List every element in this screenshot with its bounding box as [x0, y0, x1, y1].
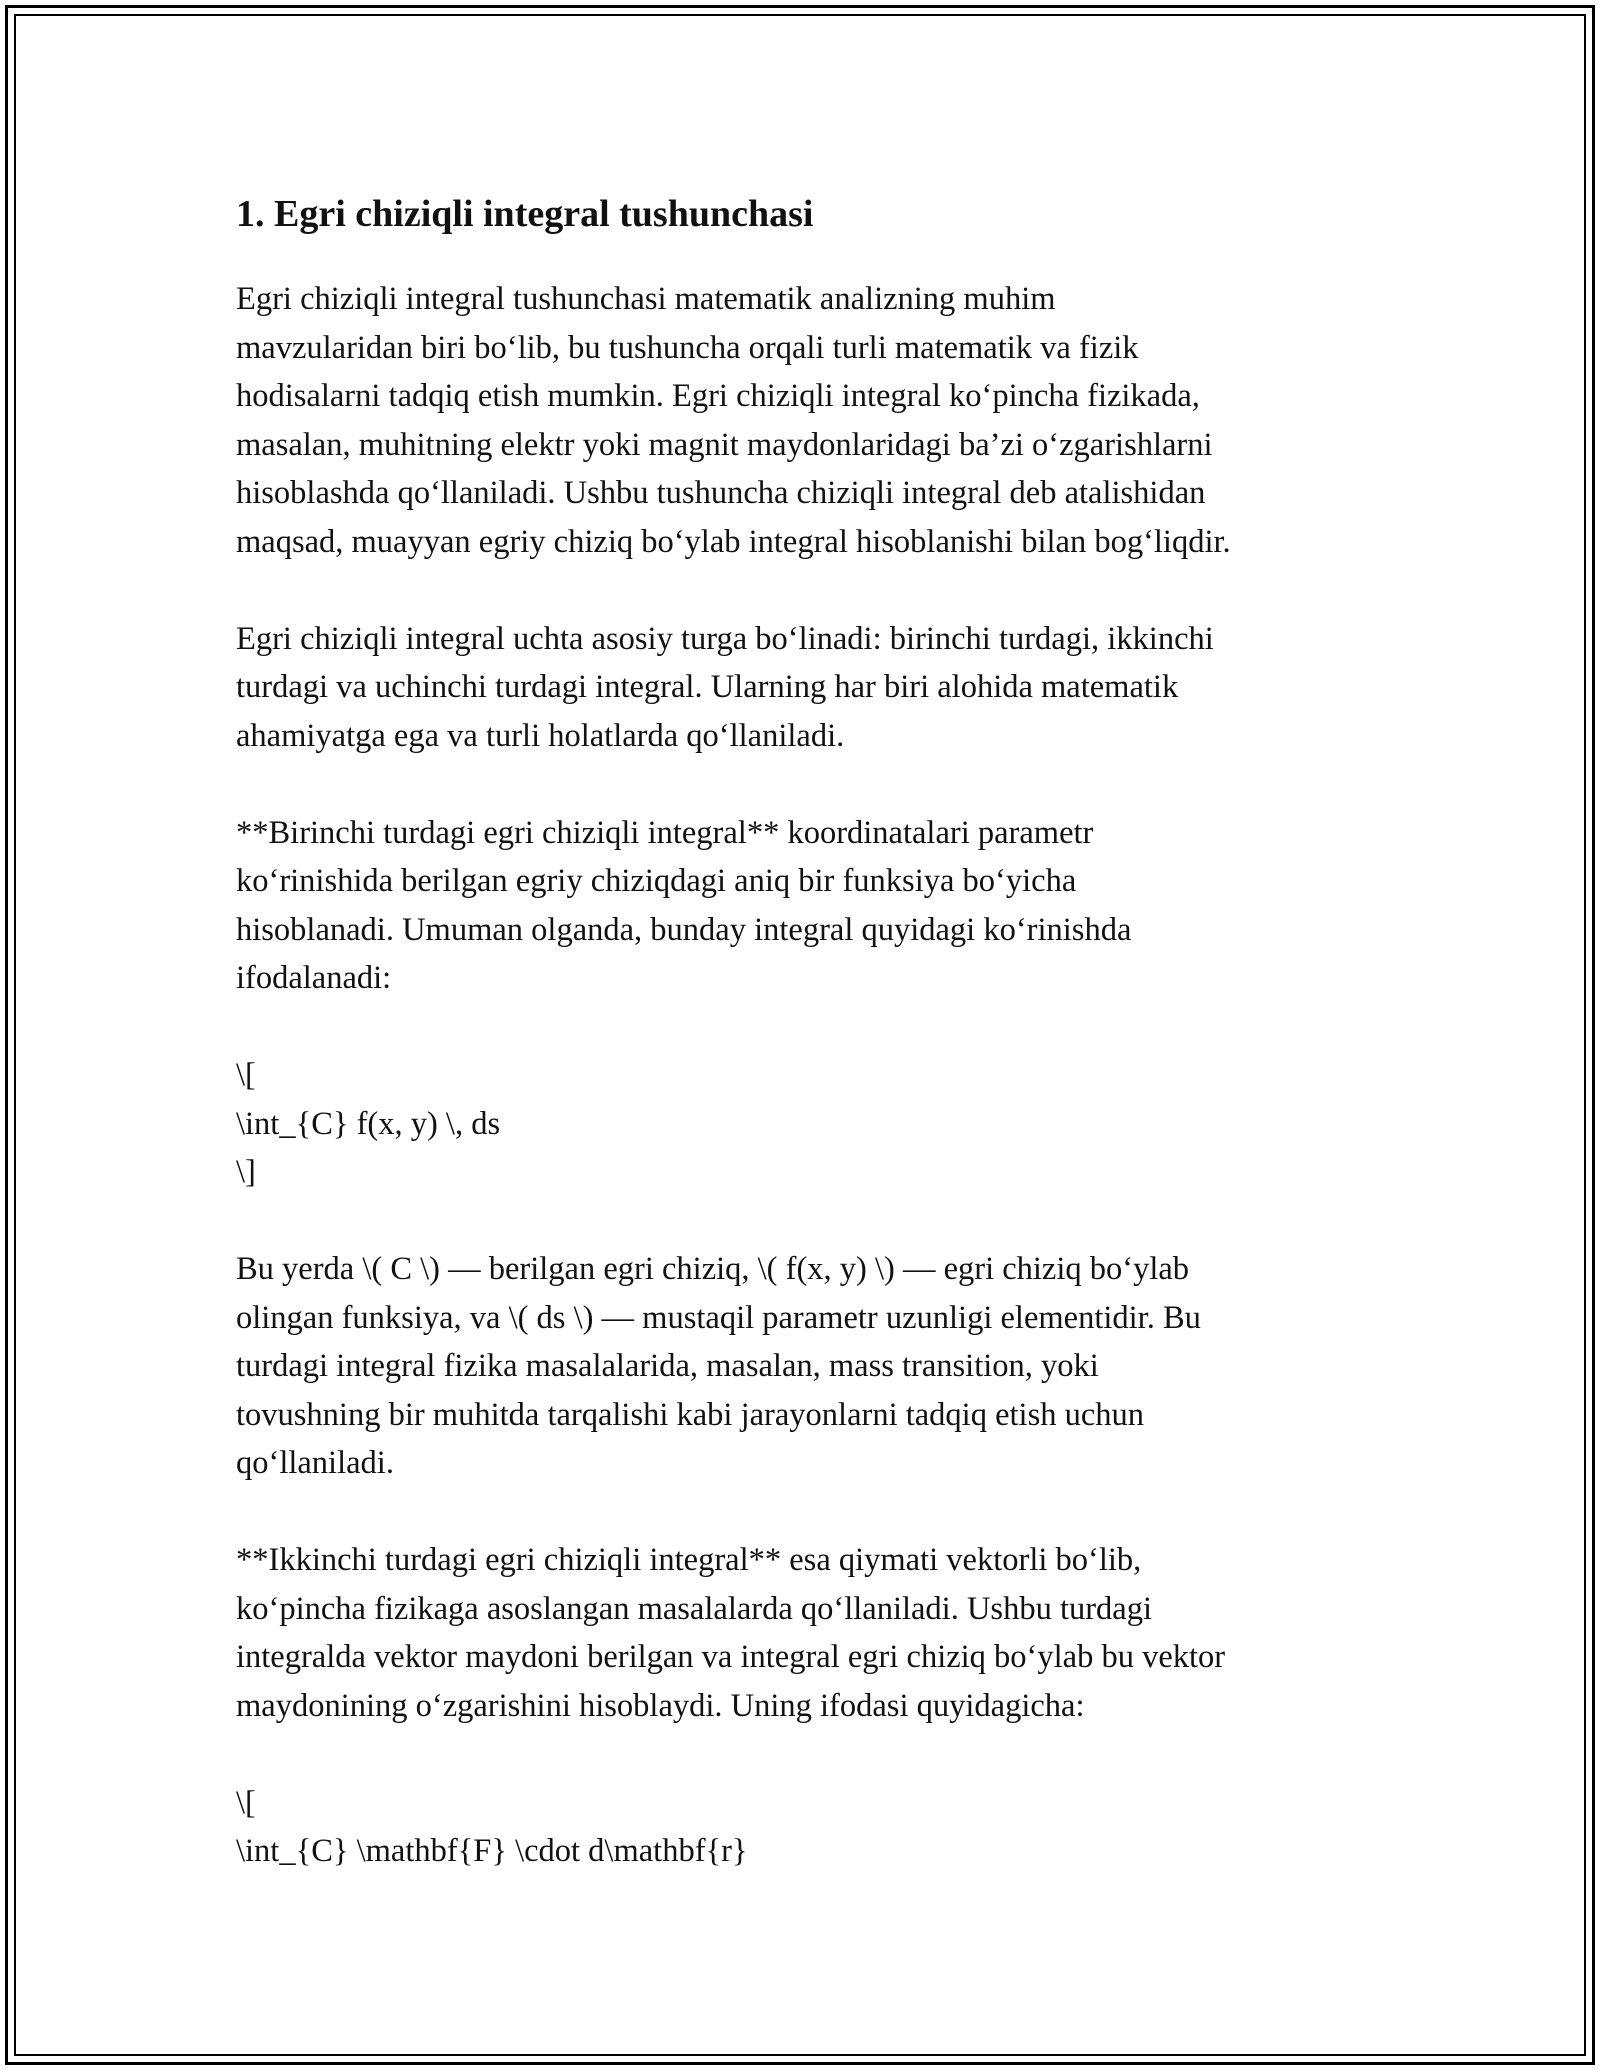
formula-body: \int_{C} f(x, y) \, ds [236, 1105, 501, 1142]
formula-second-kind [236, 1779, 1386, 1876]
paragraph-first-kind: **Birinchi turdagi egri chiziqli integral** koordinatalari parametr ko‘rinishida berilgan egriy chiziqdagi aniq bir funksiya bo‘yicha hisoblanadi. Umuman olganda, bunday integral quyidagi ko‘rinishda ifodalanadi: [236, 814, 1132, 996]
formula-open-delimiter: \[ [236, 1784, 256, 1821]
paragraph-intro: Egri chiziqli integral tushunchasi matematik analizning muhim mavzularidan biri bo‘lib, bu tushuncha orqali turli matematik va fizik hodisalarni tadqiq etish mumkin. Egri chiziqli integral ko‘pincha fizikada, masalan, muhitning elektr yoki magnit maydonlaridagi ba’zi o‘zgarishlarni hisoblashda qo‘llaniladi. Ushbu tushuncha chiziqli integral deb atalishidan maqsad, muayyan egriy chiziq bo‘ylab integral hisoblanishi bilan bog‘liqdir. [236, 281, 1231, 560]
formula-body: \int_{C} \mathbf{F} \cdot d\mathbf{r} [236, 1833, 748, 1869]
section-heading: 1. Egri chiziqli integral tushunchasi [236, 193, 814, 235]
formula-close-delimiter: \] [236, 1154, 256, 1190]
formula-open-delimiter: \[ [236, 1057, 256, 1093]
formula-first-kind [236, 1051, 1386, 1197]
paragraph-second-kind: **Ikkinchi turdagi egri chiziqli integral** esa qiymati vektorli bo‘lib, ko‘pincha fizikaga asoslangan masalalarda qo‘llaniladi. Ushbu turdagi integralda vektor maydoni berilgan va integral egri chiziq bo‘ylab bu vektor maydonining o‘zgarishini hisoblaydi. Uning ifodasi quyidagicha: [236, 1542, 1226, 1724]
document-body [236, 188, 1386, 1924]
paragraph-types: Egri chiziqli integral uchta asosiy turga bo‘linadi: birinchi turdagi, ikkinchi turdagi va uchinchi turdagi integral. Ularning har biri alohida matematik ahamiyatga ega va turli holatlarda qo‘llaniladi. [236, 620, 1214, 754]
paragraph-first-kind-explanation: Bu yerda \( C \) — berilgan egri chiziq, \( f(x, y) \) — egri chiziq bo‘ylab olingan funksiya, va \( ds \) — mustaqil parametr uzunligi elementidir. Bu turdagi integral fizika masalalarida, masalan, mass transition, yoki tovushning bir muhitda tarqalishi kabi jarayonlarni tadqiq etish uchun qo‘llaniladi. [236, 1251, 1201, 1481]
